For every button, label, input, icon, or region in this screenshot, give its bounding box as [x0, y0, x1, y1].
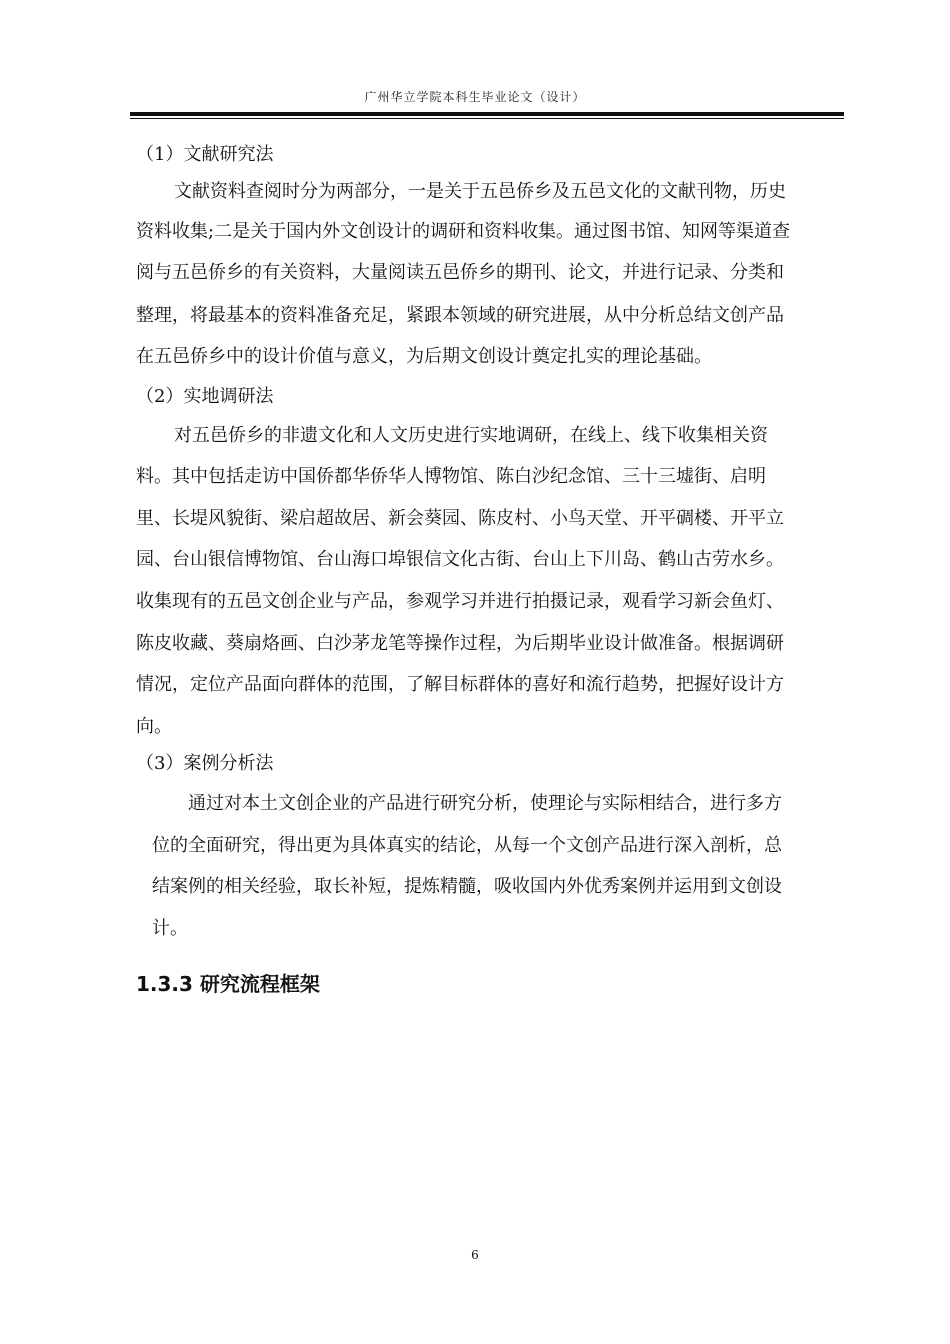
paragraph-line: 通过对本土文创企业的产品进行研究分析，使理论与实际相结合，进行多方 — [188, 793, 782, 814]
paragraph-line: 陈皮收藏、葵扇烙画、白沙茅龙笔等操作过程，为后期毕业设计做准备。根据调研 — [136, 633, 784, 654]
paragraph-line: 计。 — [152, 918, 188, 939]
paragraph-line: 里、长堤风貌街、梁启超故居、新会葵园、陈皮村、小鸟天堂、开平碉楼、开平立 — [136, 508, 784, 529]
paragraph-line: 整理，将最基本的资料准备充足，紧跟本领域的研究进展，从中分析总结文创产品 — [136, 305, 784, 326]
page-header: 广州华立学院本科生毕业论文（设计） — [364, 90, 586, 104]
paragraph-line: 阅与五邑侨乡的有关资料，大量阅读五邑侨乡的期刊、论文，并进行记录、分类和 — [136, 262, 784, 283]
paragraph-line: 向。 — [136, 716, 172, 737]
paragraph-line: 收集现有的五邑文创企业与产品，参观学习并进行拍摄记录，观看学习新会鱼灯、 — [136, 591, 784, 612]
header-rule-thin — [130, 118, 844, 119]
paragraph-line: 文献资料查阅时分为两部分，一是关于五邑侨乡及五邑文化的文献刊物，历史 — [174, 181, 786, 202]
subsection-heading-field-research: （2）实地调研法 — [136, 386, 274, 407]
paragraph-line: 料。其中包括走访中国侨都华侨华人博物馆、陈白沙纪念馆、三十三墟街、启明 — [136, 466, 766, 487]
paragraph-line: 资料收集;二是关于国内外文创设计的调研和资料收集。通过图书馆、知网等渠道查 — [136, 221, 791, 242]
subsection-heading-case-analysis: （3）案例分析法 — [136, 753, 274, 774]
paragraph-line: 结案例的相关经验，取长补短，提炼精髓，吸收国内外优秀案例并运用到文创设 — [152, 876, 782, 897]
paragraph-line: 在五邑侨乡中的设计价值与意义，为后期文创设计奠定扎实的理论基础。 — [136, 346, 712, 367]
header-rule-thick — [130, 112, 844, 116]
subsection-heading-literature: （1）文献研究法 — [136, 144, 274, 165]
paragraph-line: 园、台山银信博物馆、台山海口埠银信文化古街、台山上下川岛、鹤山古劳水乡。 — [136, 549, 784, 570]
paragraph-line: 对五邑侨乡的非遗文化和人文历史进行实地调研，在线上、线下收集相关资 — [174, 425, 768, 446]
paragraph-line: 位的全面研究，得出更为具体真实的结论，从每一个文创产品进行深入剖析，总 — [152, 835, 782, 856]
page-number: 6 — [471, 1248, 479, 1262]
section-title: 1.3.3 研究流程框架 — [136, 972, 320, 996]
paragraph-line: 情况，定位产品面向群体的范围，了解目标群体的喜好和流行趋势，把握好设计方 — [136, 674, 784, 695]
